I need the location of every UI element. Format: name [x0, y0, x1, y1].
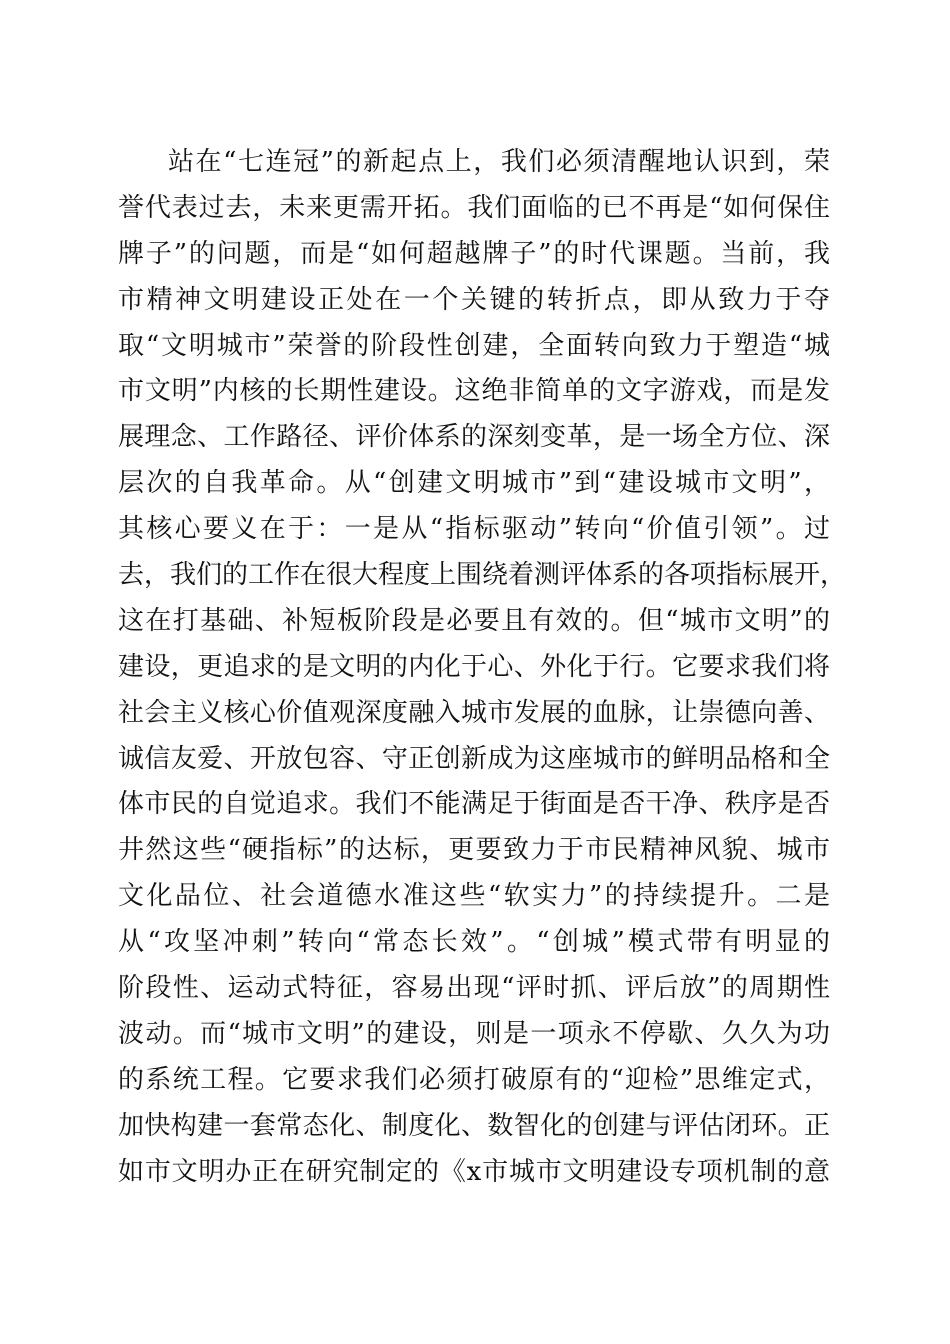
text-line: 市精神文明建设正处在一个关键的转折点，即从致力于夺	[118, 284, 830, 315]
text-line: 建设，更追求的是文明的内化于心、外化于行。它要求我们将	[118, 651, 830, 682]
text-line: 牌子”的问题，而是“如何超越牌子”的时代课题。当前，我	[118, 238, 830, 269]
text-line: 取“文明城市”荣誉的阶段性创建，全面转向致力于塑造“城	[118, 330, 830, 361]
text-line: 波动。而“城市文明”的建设，则是一项永不停歇、久久为功	[118, 1018, 830, 1049]
text-line: 诚信友爱、开放包容、守正创新成为这座城市的鲜明品格和全	[118, 743, 830, 774]
text-line: 誉代表过去，未来更需开拓。我们面临的已不再是“如何保住	[118, 192, 830, 223]
text-line: 去，我们的工作在很大程度上围绕着测评体系的各项指标展开，	[118, 560, 847, 591]
text-line: 加快构建一套常态化、制度化、数智化的创建与评估闭环。正	[118, 1110, 830, 1141]
text-line: 如市文明办正在研究制定的《x市城市文明建设专项机制的意	[118, 1156, 830, 1187]
text-line: 文化品位、社会道德水准这些“软实力”的持续提升。二是	[118, 881, 830, 912]
text-line: 展理念、工作路径、评价体系的深刻变革，是一场全方位、深	[118, 422, 830, 453]
document-body	[118, 140, 847, 1195]
text-line: 井然这些“硬指标”的达标，更要致力于市民精神风貌、城市	[118, 835, 830, 866]
text-line: 阶段性、运动式特征，容易出现“评时抓、评后放”的周期性	[118, 973, 830, 1004]
text-line: 从“攻坚冲刺”转向“常态长效”。“创城”模式带有明显的	[118, 927, 830, 958]
paragraph-first-line: 站在“七连冠”的新起点上，我们必须清醒地认识到，荣	[168, 147, 830, 177]
text-line: 市文明”内核的长期性建设。这绝非简单的文字游戏，而是发	[118, 376, 830, 407]
text-line: 社会主义核心价值观深度融入城市发展的血脉，让崇德向善、	[118, 697, 830, 728]
text-line: 体市民的自觉追求。我们不能满足于街面是否干净、秩序是否	[118, 789, 830, 820]
text-line: 这在打基础、补短板阶段是必要且有效的。但“城市文明”的	[118, 605, 830, 636]
text-line: 其核心要义在于：一是从“指标驱动”转向“价值引领”。过	[118, 514, 830, 545]
text-line: 的系统工程。它要求我们必须打破原有的“迎检”思维定式，	[118, 1064, 830, 1095]
text-line: 层次的自我革命。从“创建文明城市”到“建设城市文明”，	[118, 468, 830, 499]
